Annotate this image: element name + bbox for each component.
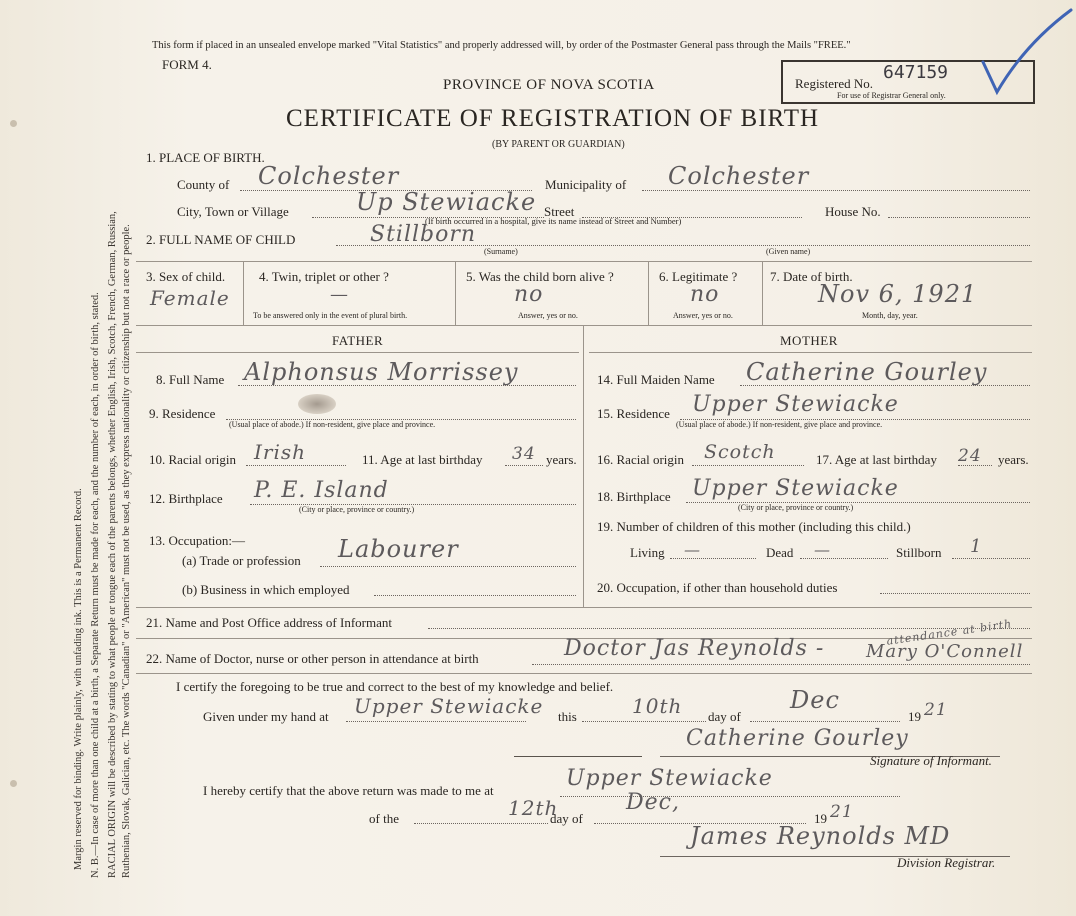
dead-label: Dead <box>766 545 794 560</box>
occupation-label: 13. Occupation:— <box>149 533 246 548</box>
stillborn-label: Stillborn <box>896 545 942 560</box>
mother-birthplace-note: (City or place, province or country.) <box>738 503 854 512</box>
legitimate-note: Answer, yes or no. <box>673 311 733 320</box>
doctor-second-value: Mary O'Connell <box>866 641 1024 662</box>
binding-hole <box>10 780 17 787</box>
surname-caption: (Surname) <box>484 247 518 256</box>
given-under-label: Given under my hand at <box>203 709 329 724</box>
alive-value: no <box>514 282 544 307</box>
twin-label: 4. Twin, triplet or other ? <box>259 269 389 284</box>
mother-heading: MOTHER <box>780 333 838 348</box>
father-residence-note: (Usual place of abode.) If non-resident, give place and province. <box>229 420 436 429</box>
sex-value: Female <box>150 286 230 310</box>
mother-residence-value: Upper Stewiacke <box>692 392 899 417</box>
father-residence-label: 9. Residence <box>149 406 216 421</box>
hospital-note: (If birth occurred in a hospital, give its name instead of Street and Number) <box>425 216 682 226</box>
dob-label: 7. Date of birth. <box>770 269 853 284</box>
father-birthplace-label: 12. Birthplace <box>149 491 223 506</box>
registered-number: 647159 <box>883 62 949 83</box>
twin-value: — <box>330 284 349 305</box>
place-of-birth-label: 1. PLACE OF BIRTH. <box>146 150 265 165</box>
living-label: Living <box>630 545 665 560</box>
dob-note: Month, day, year. <box>862 311 918 320</box>
father-birthplace-note: (City or place, province or country.) <box>299 505 415 514</box>
signature-label: Signature of Informant. <box>870 753 992 768</box>
registration-year-value: 21 <box>830 802 854 822</box>
mother-occupation-label: 20. Occupation, if other than household duties <box>597 580 838 595</box>
cert-statement: I certify the foregoing to be true and correct to the best of my knowledge and belief. <box>176 679 614 694</box>
year-prefix: 19 <box>908 709 921 724</box>
ink-blot <box>298 394 336 414</box>
binding-hole <box>10 120 17 127</box>
mother-name-label: 14. Full Maiden Name <box>597 372 715 387</box>
legitimate-label: 6. Legitimate ? <box>659 269 738 284</box>
father-years-label: years. <box>546 452 577 467</box>
return-place-value: Upper Stewiacke <box>566 766 773 791</box>
day-value: 10th <box>632 694 683 718</box>
mother-age-value: 24 <box>958 446 982 466</box>
checkmark-icon <box>975 4 1075 99</box>
certificate-title: CERTIFICATE OF REGISTRATION OF BIRTH <box>286 105 820 132</box>
doctor-label: 22. Name of Doctor, nurse or other person in attendance at birth <box>146 651 479 666</box>
father-race-value: Irish <box>254 440 307 464</box>
house-no-label: House No. <box>825 204 881 219</box>
year-value: 21 <box>924 700 948 720</box>
father-birthplace-value: P. E. Island <box>254 478 389 503</box>
mother-name-value: Catherine Gourley <box>746 358 988 386</box>
registrar-label: Division Registrar. <box>897 855 996 870</box>
trade-value: Labourer <box>338 535 459 563</box>
certificate-subtitle: (BY PARENT OR GUARDIAN) <box>492 139 625 150</box>
mother-birthplace-value: Upper Stewiacke <box>692 476 899 501</box>
mother-residence-note: (Usual place of abode.) If non-resident, give place and province. <box>676 420 883 429</box>
mother-years-label: years. <box>998 452 1029 467</box>
registration-day-of-label: day of <box>550 811 583 826</box>
form-number: FORM 4. <box>162 57 212 72</box>
given-name-caption: (Given name) <box>766 247 811 256</box>
city-value: Up Stewiacke <box>356 188 537 216</box>
trade-label: (a) Trade or profession <box>182 553 301 568</box>
province-heading: PROVINCE OF NOVA SCOTIA <box>443 77 655 93</box>
informant-label: 21. Name and Post Office address of Informant <box>146 615 392 630</box>
mother-race-value: Scotch <box>704 441 776 463</box>
given-place-value: Upper Stewiacke <box>354 694 544 718</box>
father-heading: FATHER <box>332 333 384 348</box>
this-label: this <box>558 709 577 724</box>
registration-year-prefix: 19 <box>814 811 827 826</box>
informant-signature: Catherine Gourley <box>686 726 909 751</box>
mother-birthplace-label: 18. Birthplace <box>597 489 671 504</box>
registered-label: Registered No. <box>795 76 873 91</box>
twin-note: To be answered only in the event of plural birth. <box>253 311 408 320</box>
dob-value: Nov 6, 1921 <box>818 280 978 308</box>
father-name-value: Alphonsus Morrissey <box>244 358 519 386</box>
margin-note-2: N. B.—In case of more than one child at a birth, a Separate Return must be made for each, and the number of each, in order of birth, stated. <box>90 292 101 878</box>
child-surname-value: Stillborn <box>370 222 477 247</box>
business-label: (b) Business in which employed <box>182 582 350 597</box>
registration-day-value: 12th <box>508 796 559 820</box>
municipality-value: Colchester <box>668 162 810 190</box>
margin-note-1: Margin reserved for binding. Write plainly, with unfading ink. This is a Permanent Record. <box>73 488 84 870</box>
mother-residence-label: 15. Residence <box>597 406 670 421</box>
municipality-label: Municipality of <box>545 177 627 192</box>
margin-note-4: Ruthenian, Slovak, Galician, etc. The words "Canadian" or "American" must not be used, as they express nationality or citizenship but not a race or people. <box>121 224 132 878</box>
father-age-value: 34 <box>512 444 536 464</box>
mail-notice: This form if placed in an unsealed envelope marked "Vital Statistics" and properly addressed will, by order of the Postmaster General pass through the Mails "FREE." <box>152 40 851 51</box>
registrar-signature: James Reynolds MD <box>690 822 951 850</box>
mother-race-label: 16. Racial origin <box>597 452 685 467</box>
doctor-annotation: attendance at birth <box>885 617 1013 648</box>
dead-value: — <box>814 540 831 559</box>
child-name-label: 2. FULL NAME OF CHILD <box>146 232 296 247</box>
living-value: — <box>684 540 701 559</box>
margin-note-3: RACIAL ORIGIN will be described by stating to what people or tongue each of the parents belongs, whether English, Irish, Scotch, French, German, Russian, <box>107 211 118 878</box>
father-race-label: 10. Racial origin <box>149 452 237 467</box>
father-name-label: 8. Full Name <box>156 372 225 387</box>
sex-label: 3. Sex of child. <box>146 269 226 284</box>
street-label: Street <box>544 204 575 219</box>
city-label: City, Town or Village <box>177 204 289 219</box>
month-value: Dec <box>790 686 840 714</box>
alive-note: Answer, yes or no. <box>518 311 578 320</box>
return-label: I hereby certify that the above return was made to me at <box>203 783 494 798</box>
doctor-value: Doctor Jas Reynolds - <box>564 636 825 661</box>
registrar-note: For use of Registrar General only. <box>837 91 946 100</box>
legitimate-value: no <box>690 282 720 307</box>
county-label: County of <box>177 177 230 192</box>
stillborn-value: 1 <box>970 536 983 557</box>
of-the-label: of the <box>369 811 399 826</box>
registration-month-value: Dec, <box>626 790 680 815</box>
alive-label: 5. Was the child born alive ? <box>466 269 614 284</box>
county-value: Colchester <box>258 162 400 190</box>
children-count-label: 19. Number of children of this mother (including this child.) <box>597 519 911 534</box>
father-age-label: 11. Age at last birthday <box>362 452 483 467</box>
mother-age-label: 17. Age at last birthday <box>816 452 937 467</box>
day-of-label: day of <box>708 709 741 724</box>
